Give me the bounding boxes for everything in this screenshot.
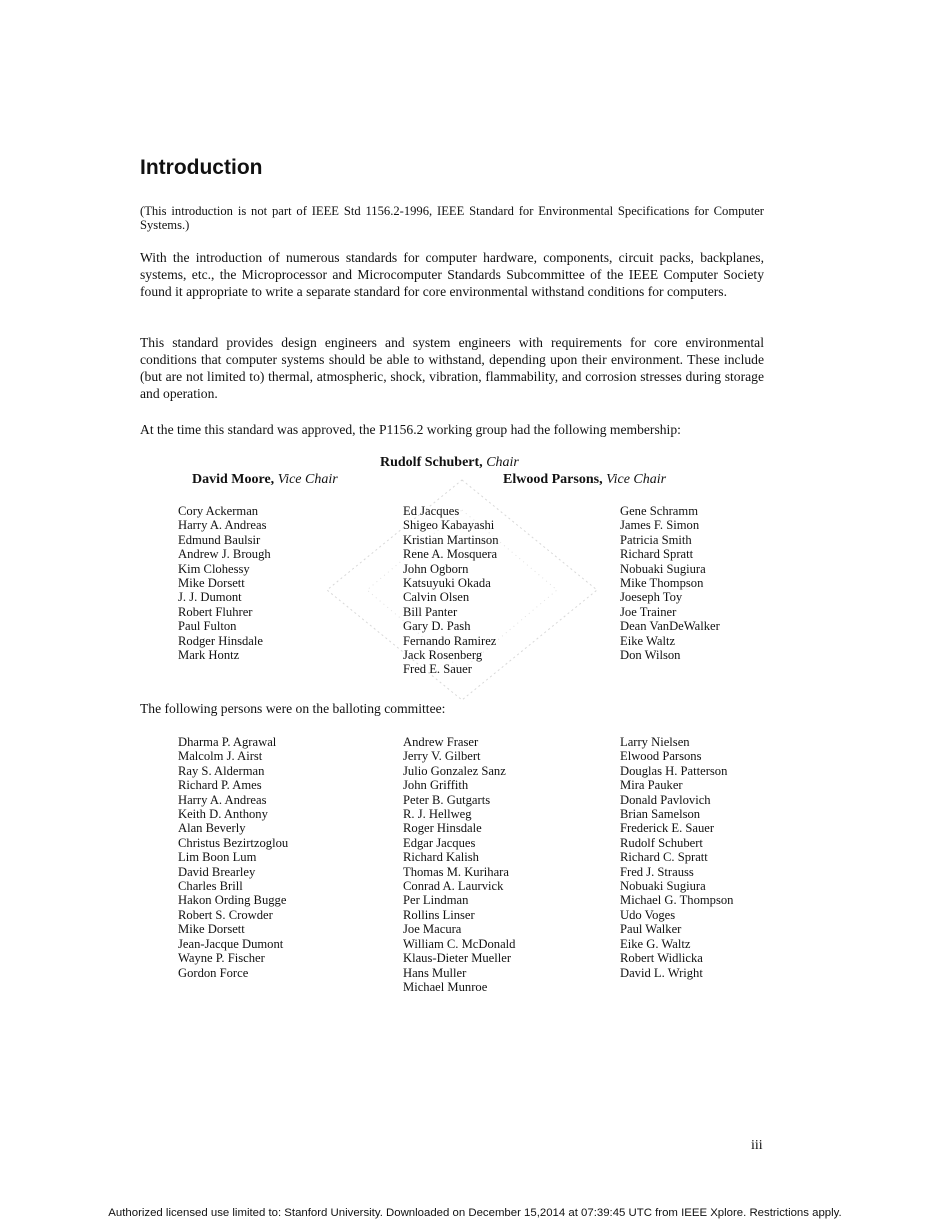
member-name: Harry A. Andreas: [178, 792, 267, 807]
member-name: Richard C. Spratt: [620, 850, 708, 865]
member-name: Cory Ackerman: [178, 504, 259, 518]
chair-role: Chair: [486, 455, 519, 470]
member-name: Joeseph Toy: [620, 590, 683, 605]
balloting-column-1: [178, 735, 288, 980]
member-name: Conrad A. Laurvick: [403, 879, 504, 894]
member-name: Hakon Ording Bugge: [178, 893, 287, 908]
chair-line: [380, 455, 519, 471]
member-name: Donald Pavlovich: [620, 792, 711, 807]
member-name: Rudolf Schubert: [620, 835, 703, 850]
page-title: Introduction: [140, 156, 263, 179]
member-name: Rollins Linser: [403, 907, 475, 922]
member-name: Paul Fulton: [178, 619, 237, 634]
member-name: Jean-Jacque Dumont: [178, 936, 284, 951]
member-name: Joe Trainer: [620, 604, 677, 619]
member-name: Brian Samelson: [620, 807, 701, 822]
vice-chair-right-role: Vice Chair: [606, 472, 667, 487]
member-name: Elwood Parsons: [620, 749, 702, 764]
vice-chair-left: [192, 472, 338, 488]
member-name: Ed Jacques: [403, 504, 460, 518]
member-name: Fred E. Sauer: [403, 662, 472, 677]
member-name: Mike Dorsett: [178, 922, 245, 937]
member-name: Shigeo Kabayashi: [403, 518, 495, 533]
member-name: Mike Dorsett: [178, 576, 245, 591]
member-name: Joe Macura: [403, 922, 462, 937]
member-name: Jerry V. Gilbert: [403, 749, 481, 764]
member-name: Julio Gonzalez Sanz: [403, 763, 506, 778]
balloting-column-2: [403, 735, 515, 994]
member-name: Fred J. Strauss: [620, 864, 694, 879]
member-name: John Griffith: [403, 778, 469, 793]
member-name: Thomas M. Kurihara: [403, 864, 509, 879]
member-name: Eike Waltz: [620, 633, 676, 648]
vice-chair-right-name: Elwood Parsons,: [503, 472, 603, 487]
member-name: Michael Munroe: [403, 979, 488, 994]
member-name: Dean VanDeWalker: [620, 619, 720, 634]
member-name: Mark Hontz: [178, 648, 240, 663]
paragraph-2: This standard provides design engineers and system engineers with requirements for core environmental conditions that computer systems should be able to withstand, depending upon their environment. These include (but are not limited to) thermal, atmospheric, shock, vibration, flammability, and corrosion stresses during storage and operation.: [140, 335, 764, 401]
member-name: Richard Kalish: [403, 850, 479, 865]
member-name: Christus Bezirtzoglou: [178, 835, 289, 850]
member-name: Rene A. Mosquera: [403, 547, 498, 562]
member-name: Andrew J. Brough: [178, 547, 271, 562]
balloting-column-3: [620, 735, 733, 980]
working-group-column-3: [620, 504, 720, 662]
member-name: Kristian Martinson: [403, 532, 499, 547]
member-name: David L. Wright: [620, 965, 703, 980]
member-name: Bill Panter: [403, 604, 458, 619]
member-name: Ray S. Alderman: [178, 763, 265, 778]
member-name: Wayne P. Fischer: [178, 951, 265, 966]
member-name: Peter B. Gutgarts: [403, 792, 491, 807]
member-name: Nobuaki Sugiura: [620, 879, 706, 894]
member-name: Douglas H. Patterson: [620, 763, 728, 778]
member-name: Edmund Baulsir: [178, 532, 261, 547]
member-name: Patricia Smith: [620, 532, 692, 547]
balloting-intro: The following persons were on the balloting committee:: [140, 701, 446, 716]
member-name: John Ogborn: [403, 561, 469, 576]
member-name: R. J. Hellweg: [403, 807, 472, 822]
member-name: Robert Widlicka: [620, 951, 703, 966]
license-footer: Authorized licensed use limited to: Stanford University. Downloaded on December 15,2014 at 07:39:45 UTC from IEEE Xplore. Restrictions apply.: [108, 1207, 842, 1219]
page-number: iii: [751, 1138, 763, 1153]
member-name: Gene Schramm: [620, 504, 698, 518]
member-name: Kim Clohessy: [178, 561, 250, 576]
member-name: Calvin Olsen: [403, 590, 470, 605]
chair-name: Rudolf Schubert,: [380, 455, 483, 470]
vice-chair-right: [503, 472, 666, 488]
member-name: William C. McDonald: [403, 936, 516, 951]
member-name: Malcolm J. Airst: [178, 749, 263, 764]
paragraph-1: With the introduction of numerous standards for computer hardware, components, circuit packs, backplanes, systems, etc., the Microprocessor and Microcomputer Standards Subcommittee of the IEEE Computer Society found it appropriate to write a separate standard for core environmental withstand conditions for computers.: [140, 250, 764, 299]
working-group-column-1: [178, 504, 271, 662]
member-name: Harry A. Andreas: [178, 518, 267, 533]
member-name: Nobuaki Sugiura: [620, 561, 706, 576]
vice-chair-left-name: David Moore,: [192, 472, 275, 487]
member-name: Alan Beverly: [178, 821, 246, 836]
member-name: David Brearley: [178, 864, 256, 879]
member-name: Robert Fluhrer: [178, 604, 253, 619]
working-group-column-2: [403, 504, 499, 677]
member-name: Don Wilson: [620, 648, 681, 663]
member-name: Mike Thompson: [620, 576, 704, 591]
member-name: Udo Voges: [620, 907, 676, 922]
member-name: Katsuyuki Okada: [403, 576, 491, 591]
paragraph-3: At the time this standard was approved, the P1156.2 working group had the following membership:: [140, 422, 681, 437]
member-name: Edgar Jacques: [403, 835, 476, 850]
introduction-note: (This introduction is not part of IEEE Std 1156.2-1996, IEEE Standard for Environmental Specifications for Computer Systems.): [140, 204, 764, 232]
member-name: J. J. Dumont: [178, 590, 242, 605]
member-name: Robert S. Crowder: [178, 907, 273, 922]
member-name: Paul Walker: [620, 922, 682, 937]
member-name: Keith D. Anthony: [178, 807, 268, 822]
member-name: Jack Rosenberg: [403, 648, 483, 663]
member-name: Lim Boon Lum: [178, 850, 257, 865]
member-name: Gary D. Pash: [403, 619, 471, 634]
member-name: Frederick E. Sauer: [620, 821, 715, 836]
member-name: James F. Simon: [620, 518, 700, 533]
member-name: Larry Nielsen: [620, 735, 690, 749]
member-name: Fernando Ramirez: [403, 633, 497, 648]
member-name: Gordon Force: [178, 965, 249, 980]
member-name: Dharma P. Agrawal: [178, 735, 277, 749]
member-name: Richard Spratt: [620, 547, 694, 562]
member-name: Mira Pauker: [620, 778, 683, 793]
member-name: Rodger Hinsdale: [178, 633, 263, 648]
member-name: Charles Brill: [178, 879, 243, 894]
vice-chair-left-role: Vice Chair: [277, 472, 338, 487]
member-name: Andrew Fraser: [403, 735, 479, 749]
member-name: Eike G. Waltz: [620, 936, 691, 951]
member-name: Hans Muller: [403, 965, 467, 980]
member-name: Michael G. Thompson: [620, 893, 734, 908]
member-name: Richard P. Ames: [178, 778, 262, 793]
member-name: Roger Hinsdale: [403, 821, 482, 836]
member-name: Klaus-Dieter Mueller: [403, 951, 512, 966]
member-name: Per Lindman: [403, 893, 469, 908]
